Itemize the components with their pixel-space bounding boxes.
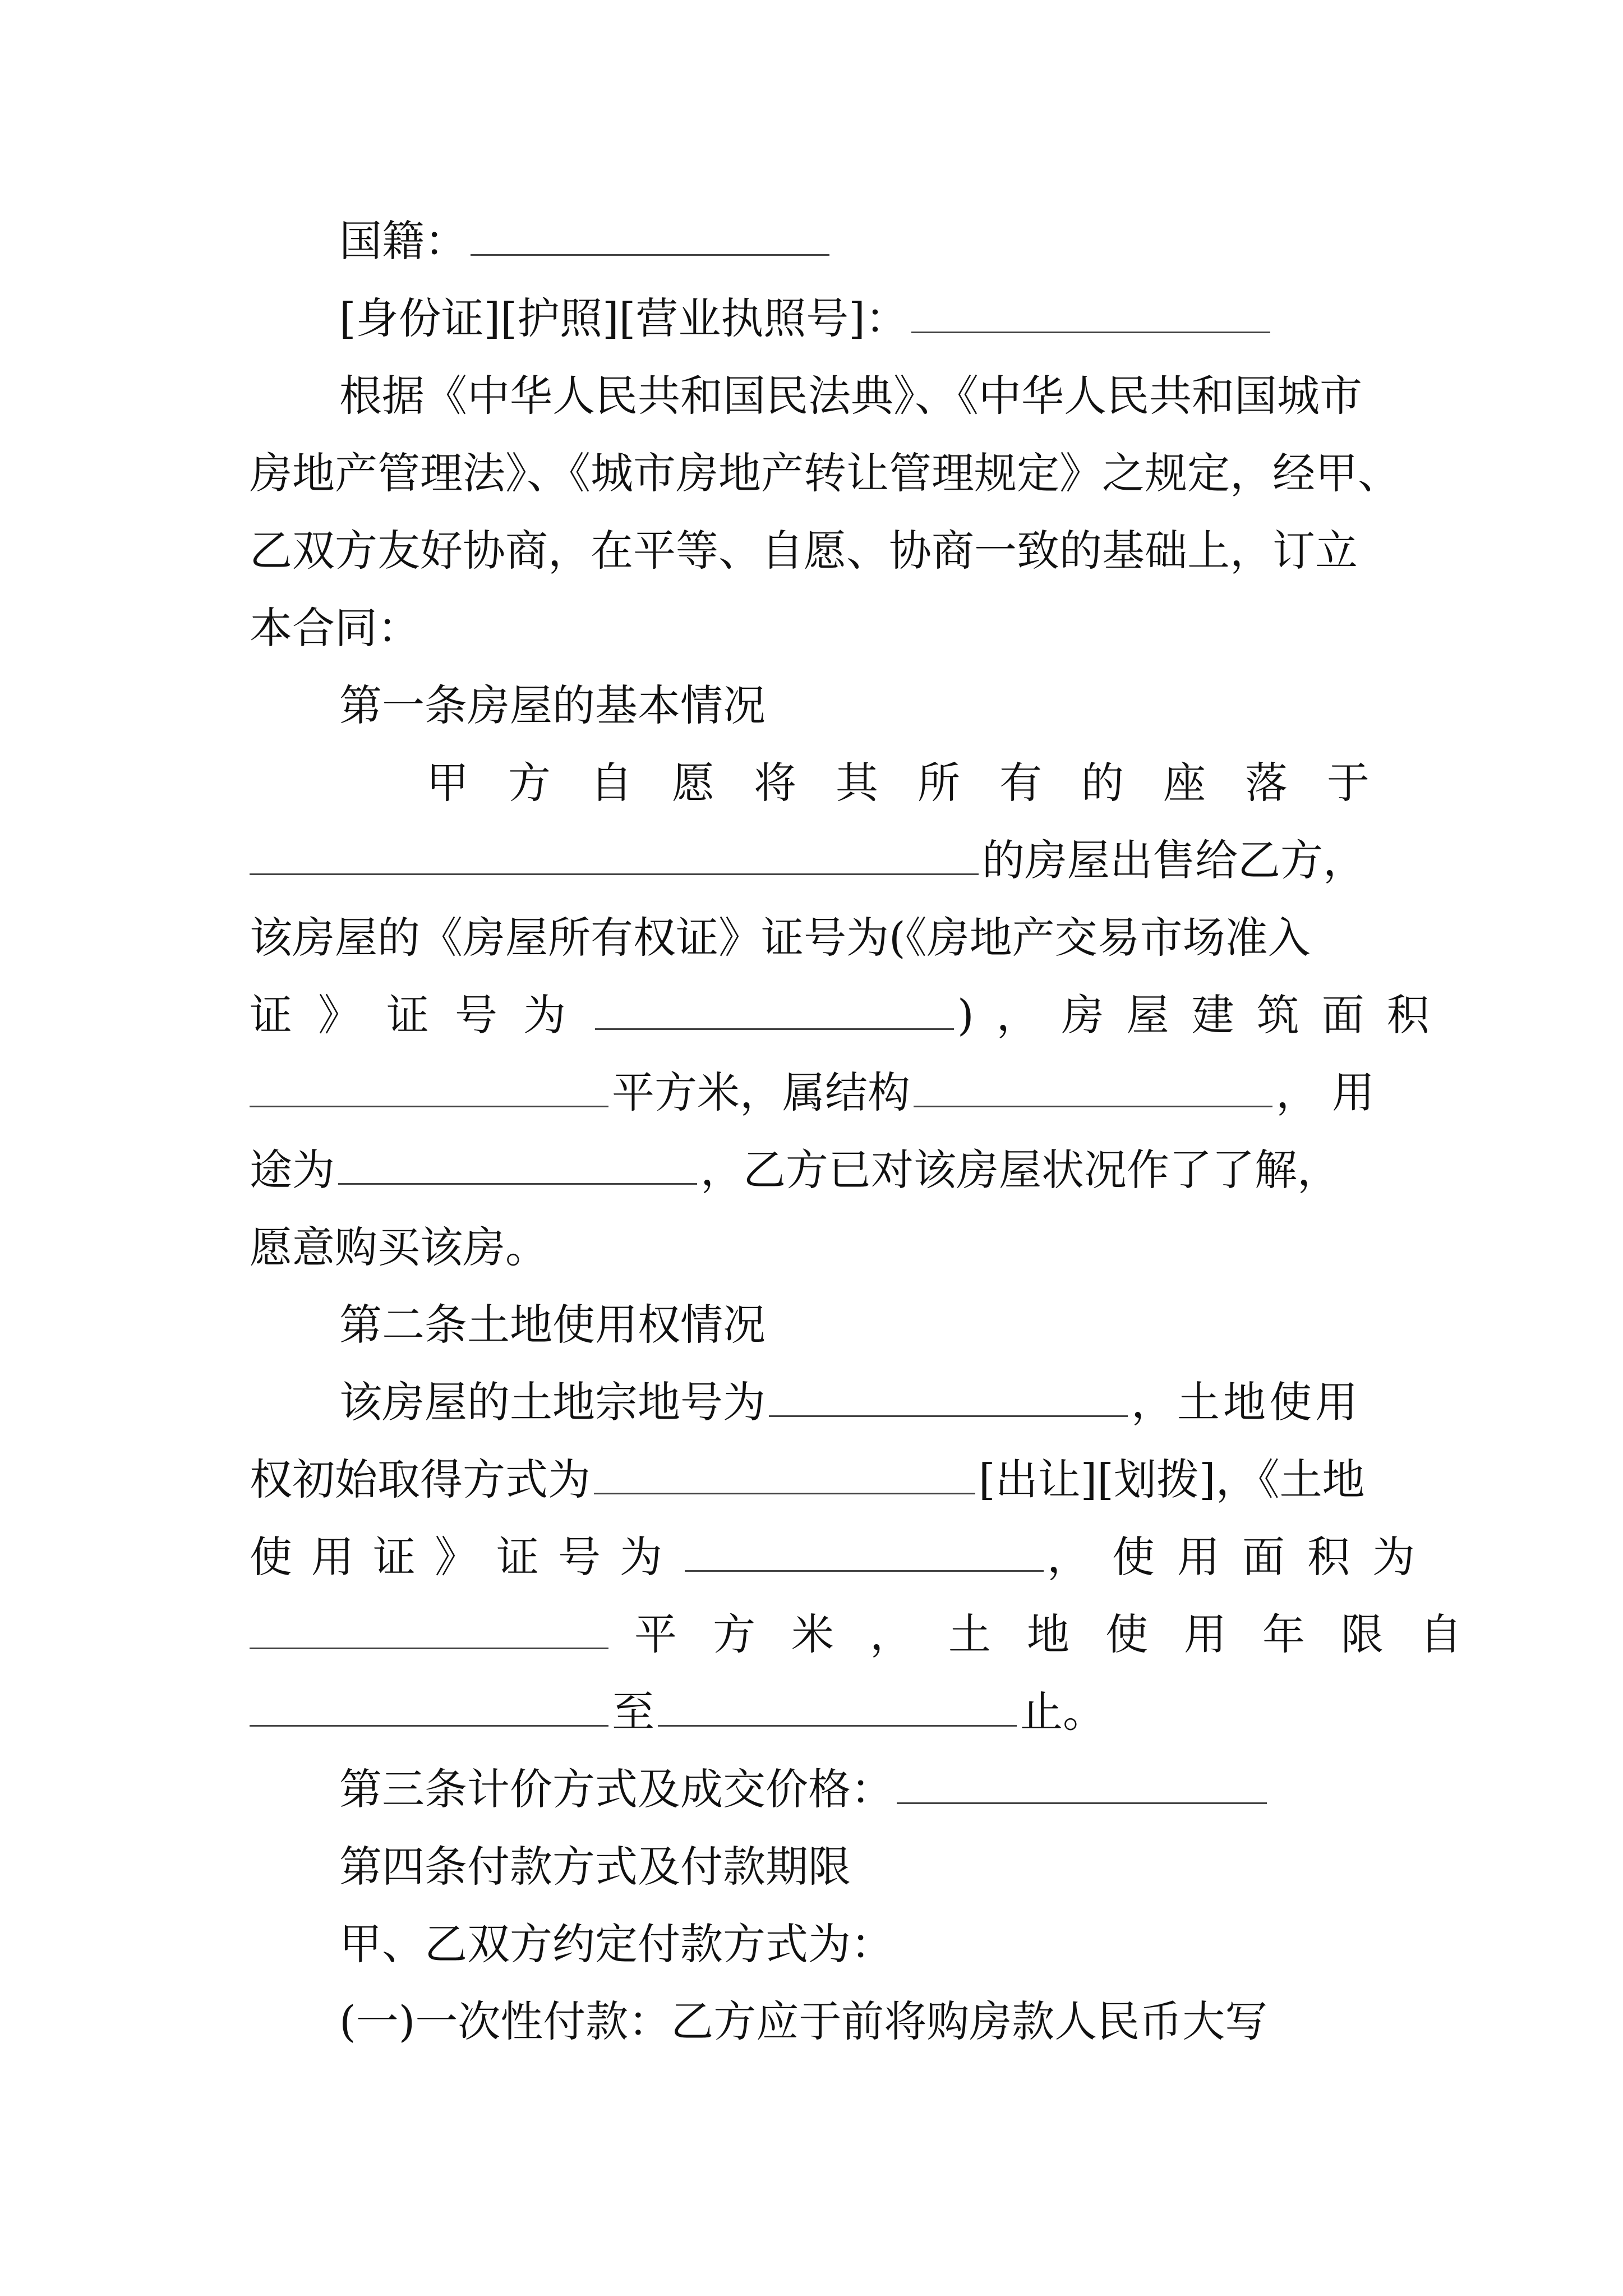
article-1-text-4a: 证》证号为 (250, 990, 592, 1040)
article-1-line-1 (426, 755, 1409, 811)
land-use-start-blank (250, 1689, 608, 1727)
article-1-text-5a: 平方米，属结构 (612, 1068, 910, 1117)
article-2-line-3 (250, 1529, 1437, 1585)
article-2-text-2a: 权初始取得方式为 (250, 1455, 591, 1504)
article-2-line-4 (250, 1607, 1498, 1663)
article-2-text-3b: ，使用面积为 (1047, 1532, 1437, 1582)
article-1-line-5 (250, 1065, 1388, 1121)
article-1-text-6b: ，乙方已对该房屋状况作了了解， (700, 1145, 1340, 1195)
preamble-text-1: 根据《中华人民共和国民法典》、《中华人民共和国城市 (339, 371, 1362, 421)
floor-area-blank (250, 1070, 608, 1107)
article-2-text-2b: [出让][划拨]，《土地 (979, 1455, 1365, 1504)
land-use-end-blank (658, 1689, 1017, 1727)
market-access-number-blank (595, 992, 954, 1030)
preamble-text-2: 房地产管理法》、《城市房地产转让管理规定》之规定，经甲、 (250, 448, 1400, 498)
land-use-area-blank (250, 1612, 608, 1649)
preamble-line-3 (250, 523, 1382, 579)
preamble-line-4 (250, 600, 1382, 656)
article-1-text-2: 的房屋出售给乙方， (982, 835, 1366, 885)
article-2-text-4: 平方米，土地使用年限自 (634, 1609, 1498, 1659)
article-2-text-1a: 该房屋的土地宗地号为 (339, 1377, 766, 1427)
structure-blank (914, 1070, 1272, 1107)
id-number-blank (911, 296, 1270, 333)
article-2-heading (339, 1297, 1472, 1353)
article-1-text-5b: ，用 (1276, 1068, 1388, 1117)
land-certificate-number-blank (685, 1534, 1044, 1572)
article-2-title: 第二条土地使用权情况 (339, 1300, 766, 1350)
article-1-line-6 (250, 1142, 1382, 1198)
article-4-text-1: 甲、乙双方约定付款方式为： (339, 1919, 893, 1969)
article-2-text-3a: 使用证》证号为 (250, 1532, 681, 1582)
article-2-line-2 (250, 1452, 1382, 1508)
article-1-text-3: 该房屋的《房屋所有权证》证号为(《房地产交易市场准入 (250, 913, 1311, 963)
nationality-label: 国籍： (339, 216, 467, 266)
id-number-line (339, 291, 1472, 347)
preamble-text-4: 本合同： (250, 603, 420, 653)
price-blank (897, 1766, 1267, 1804)
article-2-text-5b: 止。 (1020, 1687, 1105, 1737)
article-1-line-2 (250, 832, 1382, 889)
article-1-line-4 (250, 987, 1452, 1043)
article-1-heading (339, 678, 1472, 734)
article-1-text-6a: 途为 (250, 1145, 335, 1195)
article-2-text-5a: 至 (612, 1687, 654, 1737)
article-1-title: 第一条房屋的基本情况 (339, 680, 766, 730)
article-2-line-1 (339, 1374, 1472, 1430)
article-1-text-1: 甲方自愿将其所有的座落于 (426, 758, 1409, 808)
nationality-blank (471, 218, 829, 256)
land-parcel-number-blank (769, 1379, 1128, 1417)
preamble-line-1 (339, 368, 1382, 424)
article-1-text-4b: )，房屋建筑面积 (957, 990, 1452, 1040)
article-1-line-7 (250, 1220, 1382, 1276)
acquisition-method-blank (594, 1457, 975, 1494)
article-1-text-7: 愿意购买该房。 (250, 1222, 548, 1272)
article-4-line-2 (339, 1994, 1382, 2050)
article-2-text-1b: ，土地使用 (1131, 1377, 1361, 1427)
nationality-line (339, 213, 1472, 269)
preamble-line-2 (250, 445, 1400, 501)
location-blank (250, 838, 979, 875)
usage-blank (338, 1147, 697, 1185)
article-4-title: 第四条付款方式及付款期限 (339, 1842, 851, 1892)
preamble-text-3: 乙双方友好协商，在平等、自愿、协商一致的基础上，订立 (250, 526, 1358, 576)
article-3-line (339, 1761, 1472, 1818)
article-2-line-5 (250, 1684, 1382, 1740)
article-4-heading (339, 1839, 1472, 1895)
article-1-line-3 (250, 910, 1382, 966)
article-4-line-1 (339, 1916, 1472, 1972)
article-3-text: 第三条计价方式及成交价格： (339, 1764, 893, 1814)
article-4-text-2: (一)一次性付款：乙方应于前将购房款人民币大写 (339, 1996, 1268, 2046)
id-number-label: [身份证][护照][营业执照号]： (339, 293, 908, 343)
